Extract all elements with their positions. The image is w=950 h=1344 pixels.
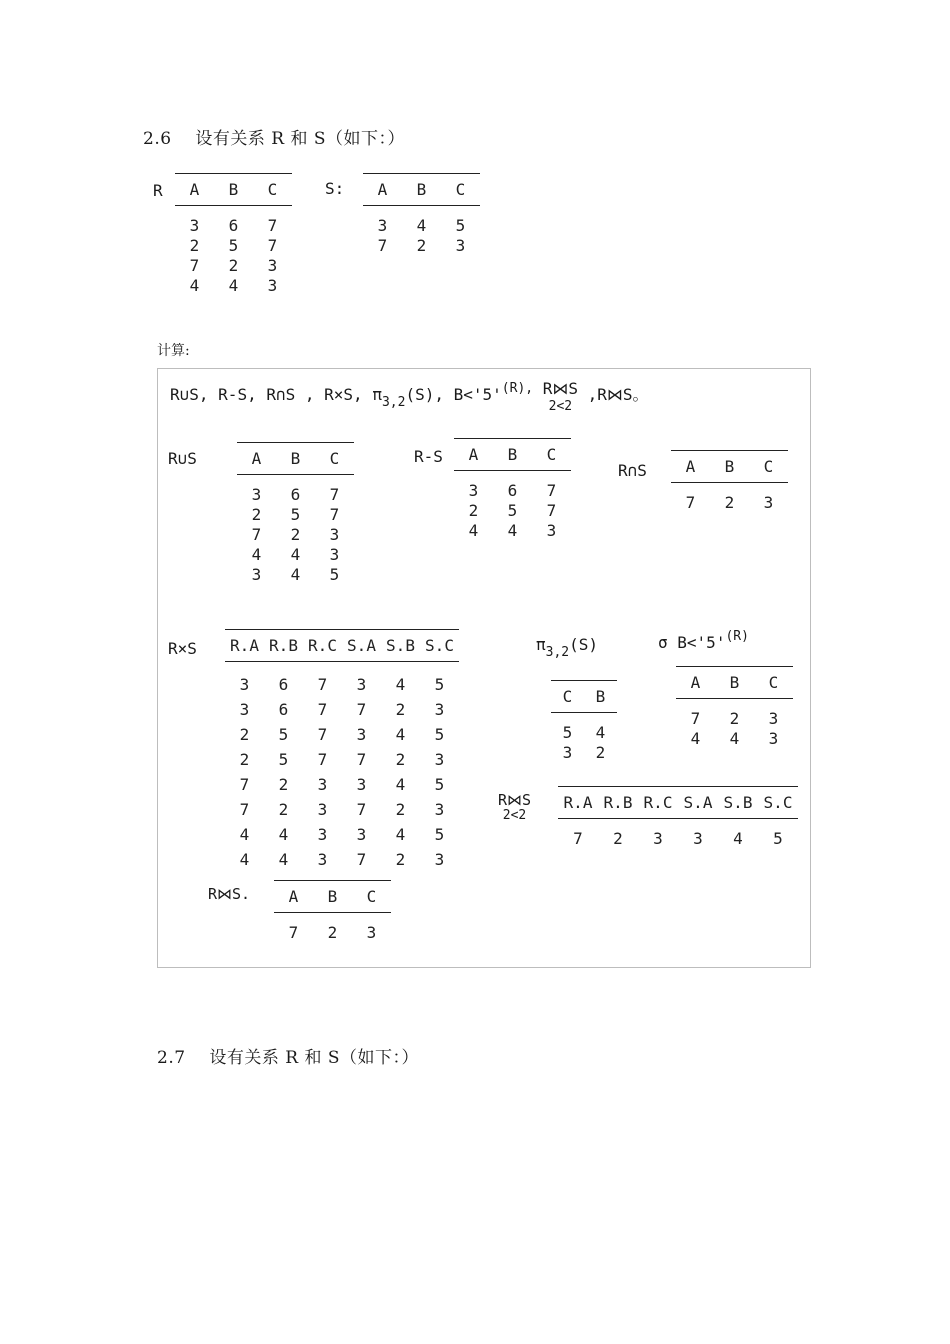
table-cell: 4 [239,825,250,844]
table-cell: 3 [329,525,340,544]
theta-join-label [498,792,531,824]
column-header: S.A [683,793,713,812]
relation-s-label: S: [325,179,345,198]
table-header [363,173,480,206]
column-header: B [290,449,301,468]
table-header [225,629,459,662]
expr-union: R∪S, [170,385,209,404]
table-cell: 2 [395,850,406,869]
table-cell: 7 [690,709,701,728]
table-row [551,723,617,743]
calculation-box [157,368,811,968]
table-body [676,699,793,749]
section-2-6-heading [143,124,405,149]
table-cell: 4 [395,675,406,694]
relation-r-label: R [153,181,163,200]
table-cell: 3 [768,729,779,748]
table-cell: 4 [290,545,301,564]
table-row [676,729,793,749]
table-cell: 5 [507,501,518,520]
table-cell: 3 [251,565,262,584]
table-cell: 4 [395,725,406,744]
column-header: A [377,180,388,199]
table-cell: 6 [278,675,289,694]
table-header [558,786,798,819]
table-row [237,565,354,585]
column-header: C [455,180,466,199]
column-header: A [468,445,479,464]
table-cell: 5 [434,675,445,694]
selection-table [676,666,793,749]
table-row [225,847,459,872]
table-cell: 3 [356,775,367,794]
table-cell: 7 [267,236,278,255]
table-cell: 7 [239,800,250,819]
theta-join-table [558,786,798,849]
column-header: S.B [723,793,753,812]
table-header [175,173,292,206]
expr-theta-join: R⋈S [542,379,579,398]
table-row [454,481,571,501]
expr-pi-arg: (S), [405,385,444,404]
table-row [225,822,459,847]
column-header: R.A [230,636,259,655]
table-cell: 4 [290,565,301,584]
table-row [237,545,354,565]
table-row [558,829,798,849]
column-header: R.C [308,636,337,655]
table-cell: 3 [329,545,340,564]
table-row [225,797,459,822]
column-header: B [729,673,740,692]
table-cell: 5 [434,725,445,744]
table-row [454,521,571,541]
expression-list [170,381,649,415]
table-cell: 4 [468,521,479,540]
table-row [676,709,793,729]
table-row [237,525,354,545]
table-cell: 2 [724,493,735,512]
union-table [237,442,354,585]
relation-r-table [175,173,292,296]
table-cell: 7 [317,675,328,694]
column-header: A [251,449,262,468]
section-number: 2.6 [143,129,172,149]
table-cell: 3 [317,775,328,794]
table-row [671,493,788,513]
table-cell: 3 [366,923,377,942]
table-row [175,256,292,276]
column-header: A [690,673,701,692]
table-cell: 2 [228,256,239,275]
intersect-table [671,450,788,513]
column-header: S.A [347,636,376,655]
table-header [551,680,617,713]
table-cell: 5 [290,505,301,524]
table-cell: 7 [377,236,388,255]
table-cell: 3 [562,743,573,762]
table-row [237,485,354,505]
table-row [363,236,480,256]
table-row [454,501,571,521]
table-cell: 2 [729,709,740,728]
table-cell: 4 [729,729,740,748]
column-header: C [267,180,278,199]
table-cell: 2 [239,725,250,744]
table-body [175,206,292,296]
table-cell: 2 [278,800,289,819]
table-cell: 5 [562,723,573,742]
table-cell: 3 [434,750,445,769]
table-header [671,450,788,483]
table-row [225,672,459,697]
table-cell: 4 [189,276,200,295]
selection-cond: B<'5' [677,633,726,652]
table-cell: 5 [434,775,445,794]
expr-natural-join: ,R⋈S。 [587,385,649,404]
column-header: R.C [643,793,673,812]
expr-pi-sub: 3,2 [381,395,406,410]
column-header: A [189,180,200,199]
table-cell: 3 [356,675,367,694]
expr-intersect: R∩S , [266,385,315,404]
table-cell: 5 [329,565,340,584]
minus-table [454,438,571,541]
table-cell: 4 [595,723,606,742]
projection-pi: π [536,635,546,654]
table-cell: 5 [228,236,239,255]
theta-join-cond: 2<2 [502,808,527,823]
table-body [671,483,788,513]
table-cell: 7 [685,493,696,512]
table-cell: 2 [595,743,606,762]
table-cell: 3 [267,276,278,295]
table-cell: 3 [377,216,388,235]
table-cell: 2 [395,700,406,719]
projection-arg: (S) [569,635,599,654]
column-header: B [416,180,427,199]
table-cell: 3 [653,829,663,848]
expr-minus: R-S, [218,385,257,404]
table-body [551,713,617,763]
section-2-7-heading [157,1043,419,1068]
table-cell: 4 [395,825,406,844]
table-row [237,505,354,525]
relation-s-table [363,173,480,256]
table-cell: 3 [317,850,328,869]
table-cell: 2 [290,525,301,544]
table-cell: 7 [288,923,299,942]
table-cell: 3 [763,493,774,512]
table-row [363,216,480,236]
table-cell: 6 [507,481,518,500]
table-cell: 7 [546,481,557,500]
section-title: 设有关系 R 和 S（如下：） [195,129,406,149]
table-cell: 3 [434,850,445,869]
column-header: R.A [563,793,593,812]
section-title: 设有关系 R 和 S（如下：） [209,1048,420,1068]
table-cell: 7 [251,525,262,544]
selection-label [658,629,749,652]
table-cell: 3 [768,709,779,728]
column-header: A [685,457,696,476]
table-cell: 7 [317,725,328,744]
column-header: A [288,887,299,906]
natural-join-label: R⋈S. [208,885,251,903]
table-cell: 3 [434,700,445,719]
column-header: S.C [425,636,454,655]
column-header: C [546,445,557,464]
column-header: C [366,887,377,906]
table-row [175,236,292,256]
table-cell: 4 [733,829,743,848]
table-body [558,819,798,849]
table-cell: 7 [329,505,340,524]
table-cell: 5 [434,825,445,844]
table-cell: 3 [356,825,367,844]
table-row [225,697,459,722]
table-cell: 4 [239,850,250,869]
column-header: B [507,445,518,464]
column-header: B [228,180,239,199]
table-cell: 5 [278,725,289,744]
table-body [363,206,480,256]
table-cell: 5 [455,216,466,235]
table-cell: 5 [278,750,289,769]
table-cell: 2 [613,829,623,848]
table-cell: 4 [278,850,289,869]
table-cell: 7 [329,485,340,504]
table-cell: 3 [693,829,703,848]
table-cell: 2 [189,236,200,255]
table-cell: 7 [317,700,328,719]
table-header [237,442,354,475]
union-label: R∪S [168,449,197,468]
table-cell: 3 [455,236,466,255]
table-cell: 3 [317,800,328,819]
expr-select-cond: B<'5' [453,385,502,404]
table-body [237,475,354,585]
column-header: R.B [269,636,298,655]
projection-sub: 3,2 [545,645,570,660]
column-header: R.B [603,793,633,812]
table-row [225,722,459,747]
table-cell: 7 [356,700,367,719]
table-cell: 2 [468,501,479,520]
minus-label: R-S [414,447,443,466]
table-cell: 2 [327,923,338,942]
table-cell: 7 [267,216,278,235]
table-cell: 3 [239,700,250,719]
table-cell: 3 [267,256,278,275]
expr-select-arg: (R), [501,381,534,396]
table-cell: 2 [239,750,250,769]
table-cell: 7 [573,829,583,848]
table-cell: 4 [251,545,262,564]
selection-sigma: σ [658,633,668,652]
table-row [551,743,617,763]
table-cell: 4 [507,521,518,540]
natural-join-table [274,880,391,943]
table-cell: 6 [278,700,289,719]
table-cell: 4 [416,216,427,235]
selection-arg: (R) [725,629,749,644]
product-table [225,629,459,872]
compute-label: 计算: [157,343,190,359]
column-header: C [562,687,573,706]
table-body [225,662,459,872]
column-header: B [327,887,338,906]
column-header: C [763,457,774,476]
table-row [225,772,459,797]
table-cell: 3 [356,725,367,744]
expr-theta-cond: 2<2 [548,399,573,414]
projection-label [536,635,598,660]
column-header: C [329,449,340,468]
theta-join-symbol: R⋈S [498,791,532,809]
table-row [175,216,292,236]
table-cell: 3 [317,825,328,844]
table-cell: 2 [416,236,427,255]
table-header [676,666,793,699]
expr-product: R×S, [324,385,363,404]
table-header [454,438,571,471]
table-cell: 7 [356,850,367,869]
column-header: C [768,673,779,692]
table-cell: 7 [189,256,200,275]
column-header: S.B [386,636,415,655]
expr-pi: π [372,385,382,404]
column-header: B [595,687,606,706]
intersect-label: R∩S [618,461,647,480]
table-row [225,747,459,772]
table-cell: 3 [434,800,445,819]
table-cell: 6 [228,216,239,235]
table-cell: 4 [690,729,701,748]
table-cell: 2 [395,750,406,769]
table-cell: 7 [356,800,367,819]
table-cell: 2 [251,505,262,524]
table-row [175,276,292,296]
table-cell: 3 [468,481,479,500]
table-cell: 3 [189,216,200,235]
projection-table [551,680,617,763]
table-cell: 3 [251,485,262,504]
table-cell: 2 [278,775,289,794]
table-cell: 6 [290,485,301,504]
table-cell: 7 [356,750,367,769]
table-cell: 4 [395,775,406,794]
table-body [454,471,571,541]
table-cell: 7 [239,775,250,794]
product-label: R×S [168,639,197,658]
table-body [274,913,391,943]
table-cell: 3 [239,675,250,694]
table-cell: 2 [395,800,406,819]
section-number: 2.7 [157,1048,186,1068]
table-cell: 3 [546,521,557,540]
table-cell: 4 [228,276,239,295]
column-header: B [724,457,735,476]
column-header: S.C [763,793,793,812]
table-cell: 7 [546,501,557,520]
table-cell: 5 [773,829,783,848]
table-header [274,880,391,913]
table-row [274,923,391,943]
table-cell: 7 [317,750,328,769]
table-cell: 4 [278,825,289,844]
